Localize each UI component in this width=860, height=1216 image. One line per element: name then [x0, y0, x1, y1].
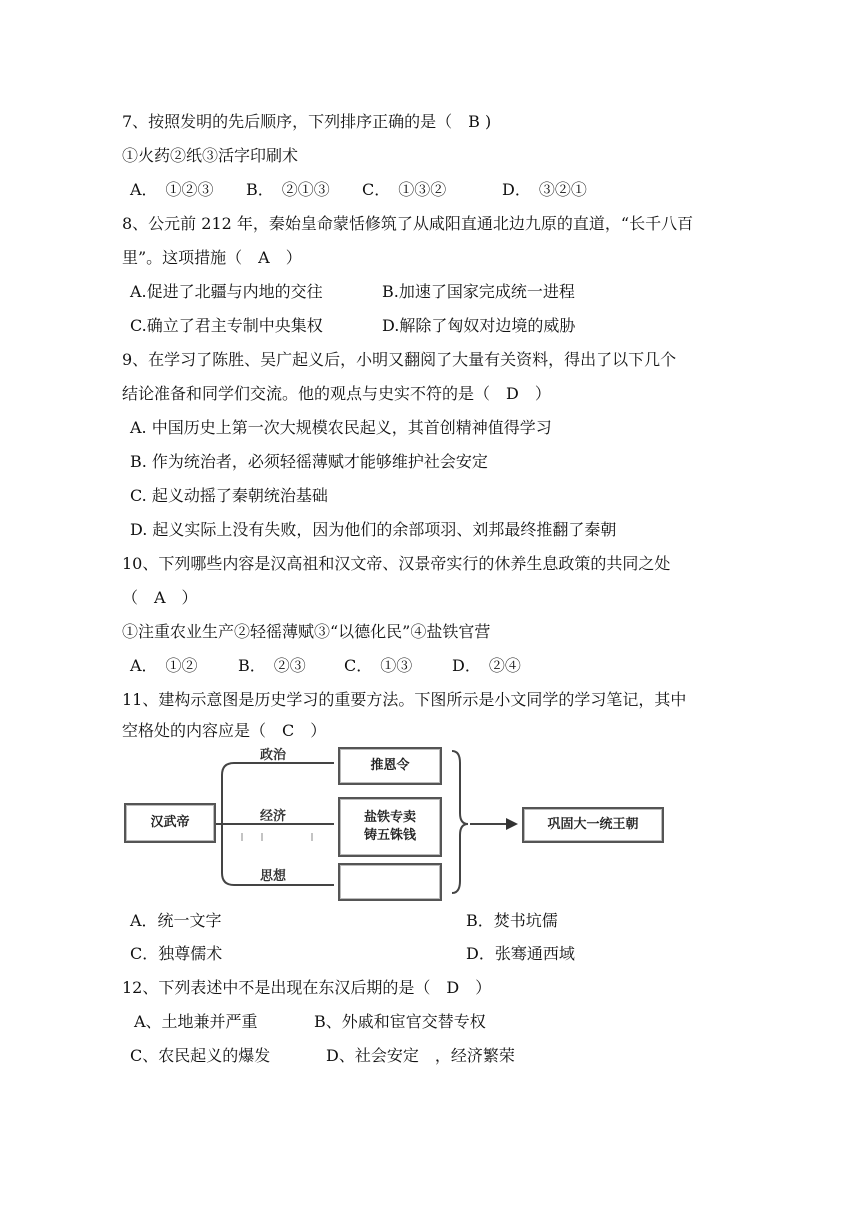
q12-options-row1	[134, 1011, 734, 1033]
q10-options	[130, 655, 630, 677]
q10-option-b: B． ②③	[238, 656, 306, 675]
q8-stem-line2: 里”。这项措施（ A ）	[122, 248, 302, 267]
q8-option-c: C.确立了君主专制中央集权	[130, 316, 323, 335]
diagram-label-economy: 经济	[260, 809, 287, 824]
diagram-box-thought-blank	[338, 863, 442, 901]
diagram-box-economy-line1: 盐铁专卖	[363, 810, 416, 825]
q7-option-b: B． ②①③	[246, 180, 330, 199]
q11-stem-line2: 空格处的内容应是（ C ）	[122, 721, 327, 740]
q7-option-a: A． ①②③	[130, 180, 214, 199]
q11-options-row2	[130, 943, 730, 965]
q12-option-b: B、外戚和宦官交替专权	[314, 1012, 486, 1031]
q10-stem-line2: （ A ）	[122, 588, 198, 607]
q10-option-d: D． ②④	[452, 656, 521, 675]
q12-options-row2	[130, 1045, 730, 1067]
q10-option-a: A． ①②	[130, 656, 198, 675]
q9-option-a: A. 中国历史上第一次大规模农民起义，其首创精神值得学习	[130, 418, 552, 437]
q10-stem-line1: 10、下列哪些内容是汉高祖和汉文帝、汉景帝实行的休养生息政策的共同之处	[122, 554, 671, 573]
q7-option-d: D． ③②①	[502, 180, 587, 199]
q12-stem: 12、下列表述中不是出现在东汉后期的是（ D ）	[122, 978, 492, 997]
q10-option-c: C． ①③	[344, 656, 413, 675]
q8-option-a: A.促进了北疆与内地的交往	[130, 282, 323, 301]
q11-option-a: A．统一文字	[130, 911, 222, 930]
q12-option-c: C、农民起义的爆发	[130, 1046, 271, 1065]
q9-option-b: B. 作为统治者，必须轻徭薄赋才能够维护社会安定	[130, 452, 488, 471]
diagram-box-economy-line2: 铸五铢钱	[363, 828, 416, 843]
diagram-result-box: 巩固大一统王朝	[522, 807, 664, 843]
q8-options-row2	[130, 315, 730, 337]
q9-option-d: D. 起义实际上没有失败，因为他们的余部项羽、刘邦最终推翻了秦朝	[130, 520, 617, 539]
q9-stem-line1: 9、在学习了陈胜、吴广起义后，小明又翻阅了大量有关资料，得出了以下几个	[122, 350, 677, 369]
diagram-start-box: 汉武帝	[124, 803, 216, 843]
q11-stem-line1: 11、建构示意图是历史学习的重要方法。下图所示是小文同学的学习笔记，其中	[122, 690, 687, 709]
q7-stem: 7、按照发明的先后顺序，下列排序正确的是（ B )	[122, 112, 492, 131]
q8-stem-line1: 8、公元前 212 年，秦始皇命蒙恬修筑了从咸阳直通北边九原的直道，“长千八百	[122, 214, 694, 233]
q11-option-c: C．独尊儒术	[130, 944, 223, 963]
diagram-box-economy	[338, 797, 442, 857]
q11-options-row1	[130, 910, 730, 932]
q8-option-b: B.加速了国家完成统一进程	[382, 282, 575, 301]
q11-concept-diagram	[122, 741, 668, 903]
q7-option-c: C． ①③②	[362, 180, 447, 199]
q12-option-a: A、土地兼并严重	[134, 1012, 258, 1031]
q8-options-row1	[130, 281, 730, 303]
q7-items: ①火药②纸③活字印刷术	[122, 146, 299, 165]
q10-items: ①注重农业生产②轻徭薄赋③“以德化民”④盐铁官营	[122, 622, 491, 641]
diagram-label-politics: 政治	[260, 748, 287, 763]
q9-stem-line2: 结论准备和同学们交流。他的观点与史实不符的是（ D ）	[122, 384, 551, 403]
q7-options	[130, 179, 750, 201]
q11-option-b: B．焚书坑儒	[466, 911, 558, 930]
q11-option-d: D．张骞通西域	[466, 944, 575, 963]
q12-option-d: D、社会安定 ，经济繁荣	[326, 1046, 515, 1065]
diagram-box-politics: 推恩令	[338, 747, 442, 785]
q9-option-c: C. 起义动摇了秦朝统治基础	[130, 486, 328, 505]
diagram-label-thought: 思想	[260, 869, 287, 884]
q8-option-d: D.解除了匈奴对边境的威胁	[382, 316, 576, 335]
